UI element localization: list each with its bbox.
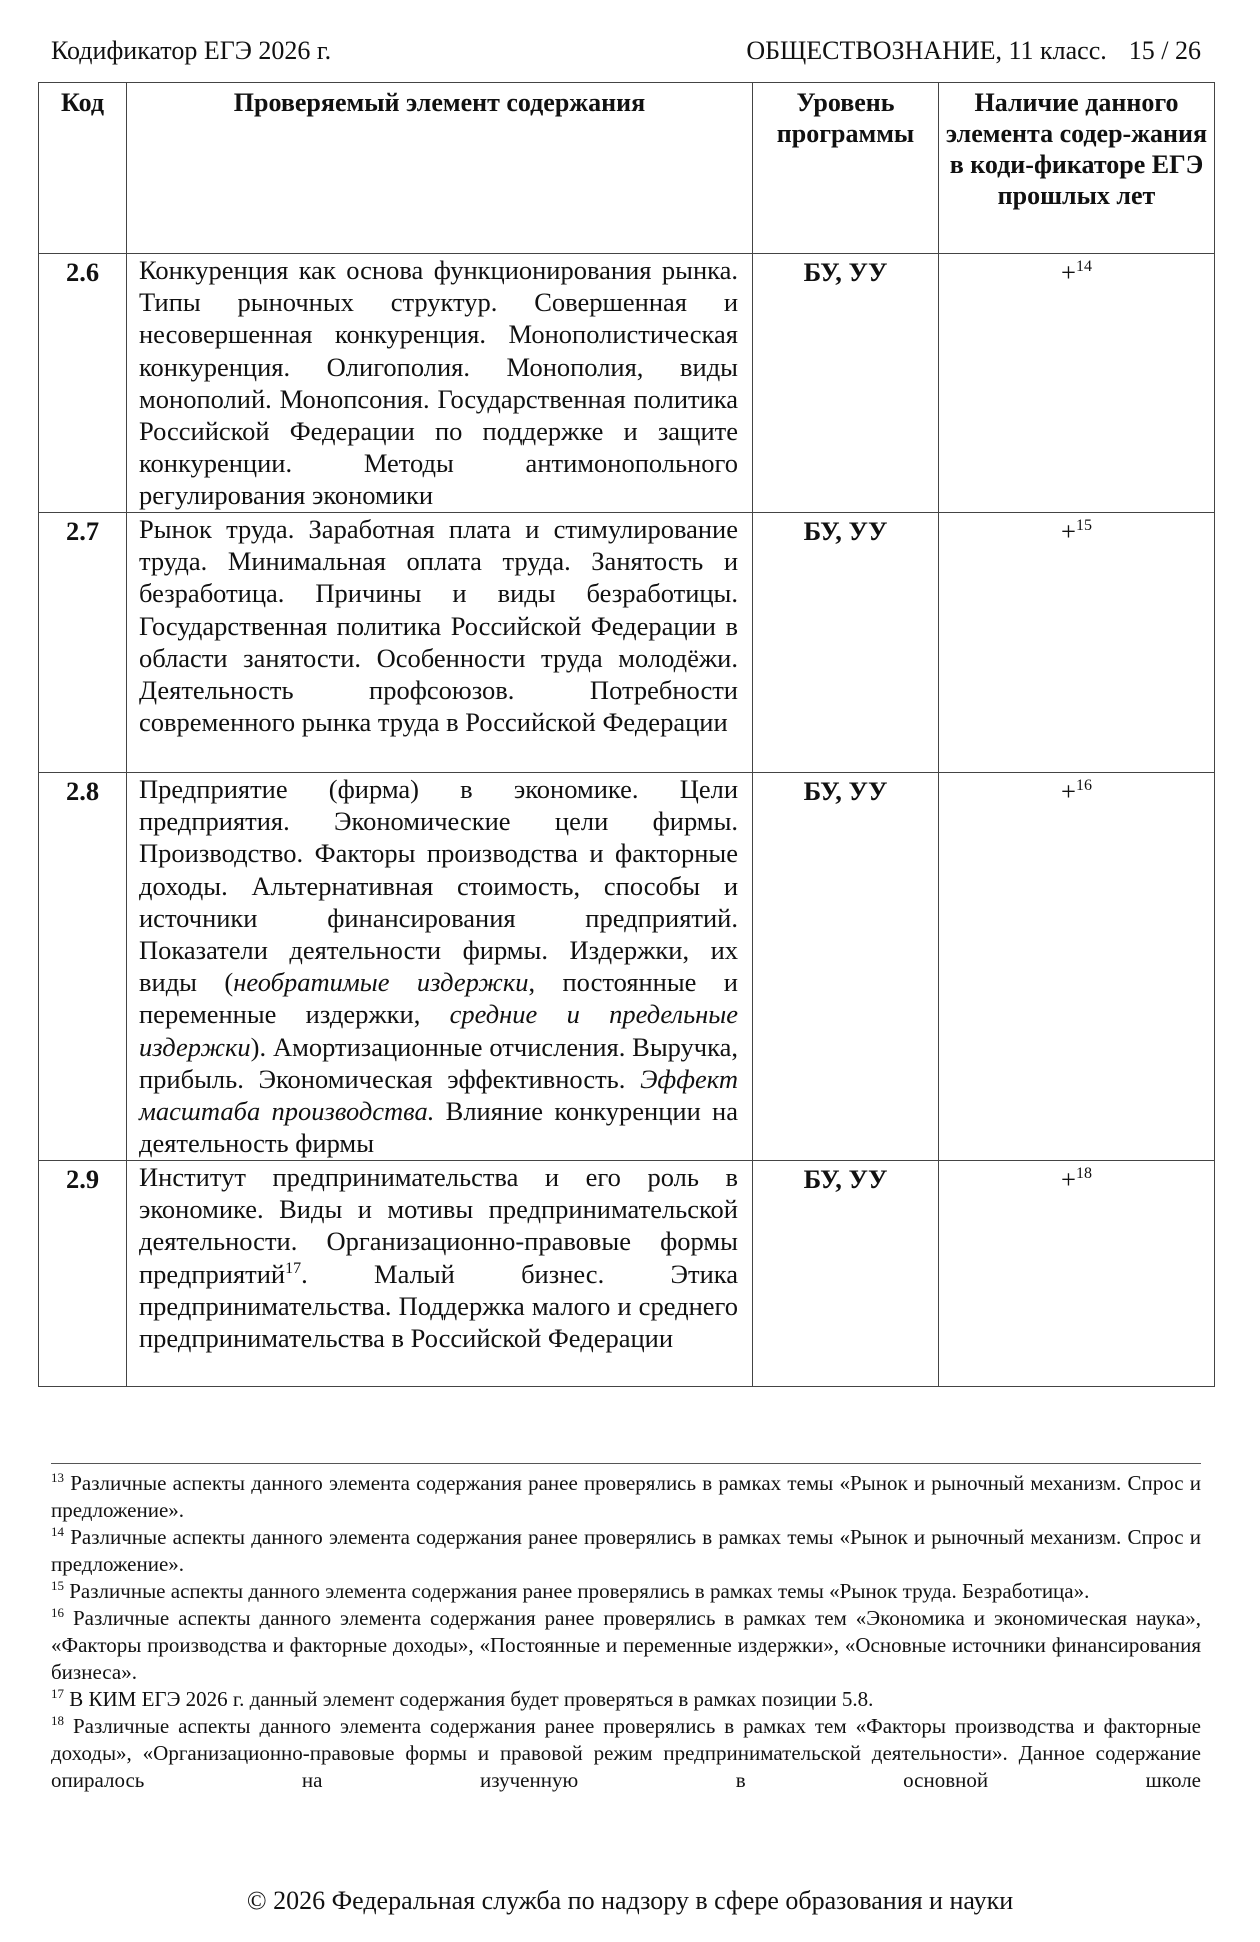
- presence-mark: +: [1061, 516, 1076, 546]
- presence-mark: +: [1061, 1164, 1076, 1194]
- footnote: [51, 1470, 1201, 1524]
- row-content: [127, 773, 753, 1161]
- content-text: . Малый бизнес. Этика предпринимательства. Поддержка малого и среднего предпринимательства в Российской Федерации: [139, 1258, 738, 1354]
- row-code: 2.9: [39, 1161, 127, 1387]
- table-header-row: [39, 83, 1215, 254]
- content-text: Институт предпринимательства и его роль в экономике. Виды и мотивы предпринимательской деятельности. Организационно-правовые формы предприятий: [139, 1162, 738, 1289]
- footnote-text: В КИМ ЕГЭ 2026 г. данный элемент содержания будет проверяться в рамках позиции 5.8.: [69, 1687, 874, 1711]
- page-header: [51, 34, 1201, 74]
- footnote-text: Различные аспекты данного элемента содержания ранее проверялись в рамках темы «Рынок труда. Безработица».: [69, 1579, 1090, 1603]
- content-text: Предприятие (фирма) в экономике. Цели предприятия. Экономические цели фирмы. Производство. Факторы производства и факторные доходы. Альтернативная стоимость, способы и источники финансирования предприятий. Показатели деятельности фирмы. Издержки, их виды (: [139, 774, 738, 998]
- column-header-level: Уровень программы: [753, 83, 939, 254]
- codifier-table: [38, 82, 1215, 1387]
- footnote-ref: 15: [1075, 517, 1092, 535]
- table-row: [39, 254, 1215, 513]
- footnote: [51, 1578, 1201, 1605]
- footnote: [51, 1686, 1201, 1713]
- page-number: 15 / 26: [1128, 36, 1201, 65]
- subject-title: ОБЩЕСТВОЗНАНИЕ, 11 класс.: [746, 36, 1107, 65]
- footnote-text: Различные аспекты данного элемента содержания ранее проверялись в рамках темы «Рынок и рыночный механизм. Спрос и предложение».: [51, 1471, 1201, 1522]
- column-header-presence: Наличие данного элемента содер-жания в коди-фикаторе ЕГЭ прошлых лет: [939, 83, 1215, 254]
- footnote-number: 15: [51, 1578, 64, 1593]
- content-text: ). Амортизационные отчисления. Выручка, прибыль. Экономическая эффективность.: [139, 1031, 738, 1094]
- footnote-number: 13: [51, 1470, 64, 1485]
- footnote-separator: [51, 1463, 1201, 1464]
- content-italic: Эффект масштаба производства.: [139, 1063, 738, 1127]
- header-right: [746, 34, 1201, 68]
- footnote-number: 14: [51, 1524, 64, 1539]
- row-presence: [939, 254, 1215, 513]
- presence-mark: +: [1061, 776, 1076, 806]
- footnote: [51, 1605, 1201, 1686]
- row-presence: [939, 513, 1215, 773]
- row-presence: [939, 1161, 1215, 1387]
- content-italic: средние и предельные издержки: [139, 999, 738, 1062]
- footnote-ref: 17: [285, 1259, 302, 1277]
- copyright: © 2026 Федеральная служба по надзору в сфере образования и науки: [246, 1886, 1014, 1915]
- footnote-text: Различные аспекты данного элемента содержания ранее проверялись в рамках темы «Рынок и рыночный механизм. Спрос и предложение».: [51, 1525, 1201, 1576]
- column-header-content: Проверяемый элемент содержания: [127, 83, 753, 254]
- column-header-code: Код: [39, 83, 127, 254]
- row-level: БУ, УУ: [753, 773, 939, 1161]
- document-title: Кодификатор ЕГЭ 2026 г.: [51, 36, 332, 65]
- footnotes: [51, 1470, 1201, 1794]
- footnote-ref: 16: [1075, 777, 1092, 795]
- footnote-text: Различные аспекты данного элемента содержания ранее проверялись в рамках тем «Экономика и экономическая наука», «Факторы производства и факторные доходы», «Постоянные и переменные издержки», «Основные источники финансирования бизнеса».: [51, 1606, 1201, 1684]
- row-code: 2.6: [39, 254, 127, 513]
- row-level: БУ, УУ: [753, 1161, 939, 1387]
- content-text: Влияние конкуренции на деятельность фирмы: [139, 1096, 738, 1159]
- row-level: БУ, УУ: [753, 254, 939, 513]
- footnote: [51, 1713, 1201, 1794]
- presence-mark: +: [1061, 257, 1076, 287]
- row-content: Рынок труда. Заработная плата и стимулирование труда. Минимальная оплата труда. Занятость и безработица. Причины и виды безработицы. Государственная политика Российской Федерации в области занятости. Особенности труда молодёжи. Деятельность профсоюзов. Потребности современного рынка труда в Российской Федерации: [127, 513, 753, 773]
- table-row: [39, 513, 1215, 773]
- footnote-text: Различные аспекты данного элемента содержания ранее проверялись в рамках тем «Факторы производства и факторные доходы», «Организационно-правовые формы и правовой режим предпринимательской деятельности». Данное содержание опиралось на изученную в основной школе: [51, 1714, 1201, 1792]
- footnote: [51, 1524, 1201, 1578]
- footnote-number: 17: [51, 1686, 64, 1701]
- footnote-number: 16: [51, 1605, 64, 1620]
- table-row: [39, 1161, 1215, 1387]
- row-level: БУ, УУ: [753, 513, 939, 773]
- footnote-ref: 14: [1075, 258, 1092, 276]
- row-code: 2.8: [39, 773, 127, 1161]
- row-presence: [939, 773, 1215, 1161]
- footnote-ref: 18: [1075, 1165, 1092, 1183]
- content-italic: необратимые издержки: [233, 967, 529, 998]
- footnote-number: 18: [51, 1713, 64, 1728]
- row-code: 2.7: [39, 513, 127, 773]
- table-row: [39, 773, 1215, 1161]
- content-text: , постоянные и переменные издержки,: [139, 967, 738, 1030]
- row-content: [127, 1161, 753, 1387]
- row-content: Конкуренция как основа функционирования рынка. Типы рыночных структур. Совершенная и несовершенная конкуренция. Монополистическая конкуренция. Олигополия. Монополия, виды монополий. Монопсония. Государственная политика Российской Федерации по поддержке и защите конкуренции. Методы антимонопольного регулирования экономики: [127, 254, 753, 513]
